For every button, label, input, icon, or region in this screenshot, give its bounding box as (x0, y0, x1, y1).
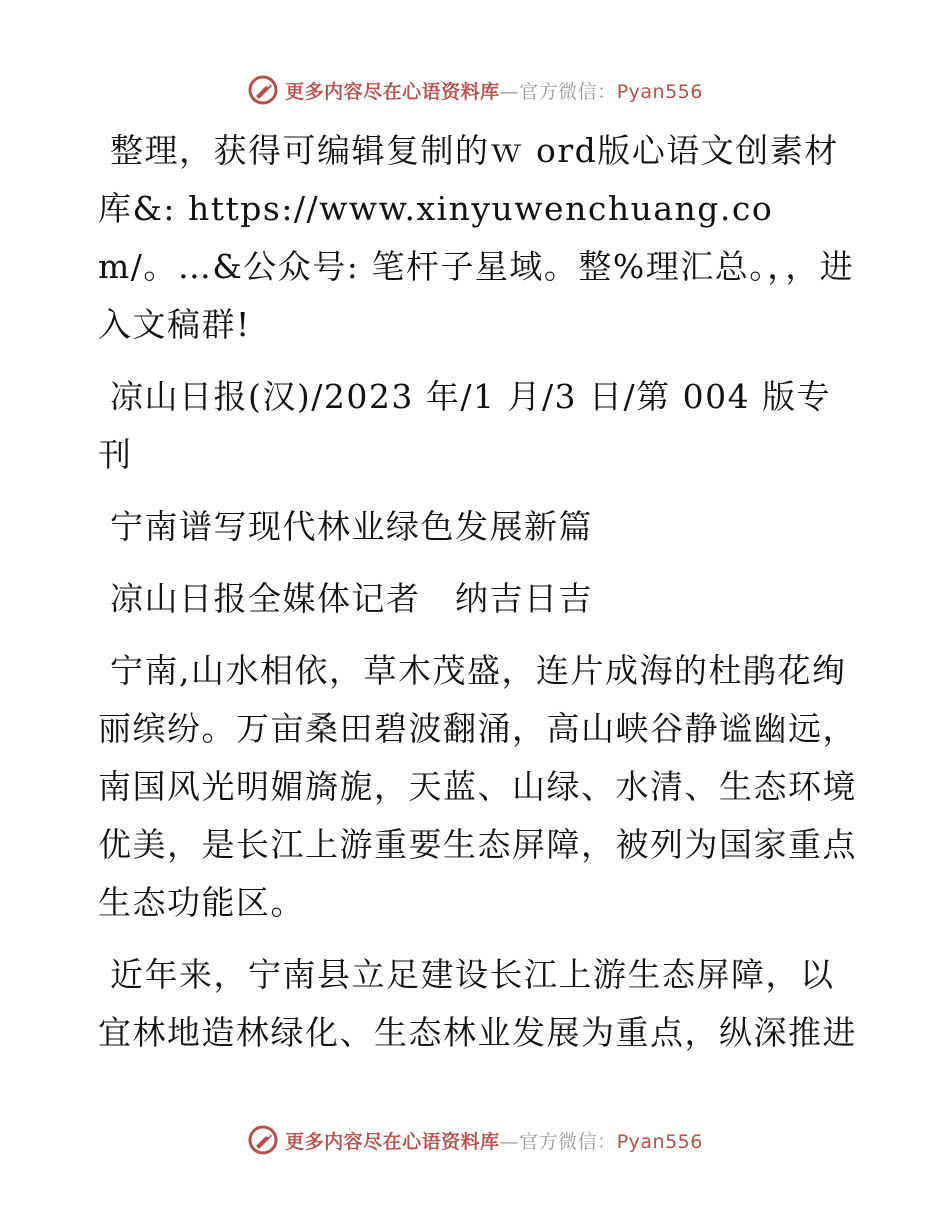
header-banner-main: 更多内容尽在心语资料库 (285, 80, 500, 103)
footer-banner-main: 更多内容尽在心语资料库 (285, 1130, 500, 1153)
document-body (98, 122, 858, 1062)
body-paragraph-2: 近年来，宁南县立足建设长江上游生态屏障，以宜林地造林绿化、生态林业发展为重点，纵深推进 (98, 955, 857, 1052)
footer-banner-sep: — (499, 1130, 520, 1153)
byline: 凉山日报全媒体记者 纳吉日吉 (110, 579, 593, 618)
logo-icon (247, 1124, 279, 1156)
logo-icon (247, 74, 279, 106)
header-banner (0, 70, 950, 110)
footer-banner-wechat-label: 官方微信： (519, 1130, 617, 1153)
footer-banner-wechat-id: Pyan556 (616, 1130, 703, 1153)
header-banner-wechat-label: 官方微信： (519, 80, 617, 103)
source-line: 凉山日报(汉)/2023 年/1 月/3 日/第 004 版专刊 (98, 377, 832, 474)
article-title: 宁南谱写现代林业绿色发展新篇 (110, 507, 593, 546)
body-paragraph-1: 宁南,山水相依，草木茂盛，连片成海的杜鹃花绚丽缤纷。万亩桑田碧波翻涌，高山峡谷静谧幽远，南国风光明媚旖旎，天蓝、山绿、水清、生态环境优美，是长江上游重要生态屏障，被列为国家重点生态功能区。 (98, 651, 857, 922)
footer-banner-text (285, 1127, 703, 1154)
header-banner-wechat-id: Pyan556 (616, 80, 703, 103)
header-banner-text (285, 77, 703, 104)
header-banner-sep: — (499, 80, 520, 103)
footer-banner (0, 1120, 950, 1160)
intro-paragraph: 整理，获得可编辑复制的ｗ ord版心语文创素材库&: https://www.xinyuwenchuang.com/。…&公众号: 笔杆子星域。整%理汇总。，，进入文稿群! (98, 131, 855, 344)
